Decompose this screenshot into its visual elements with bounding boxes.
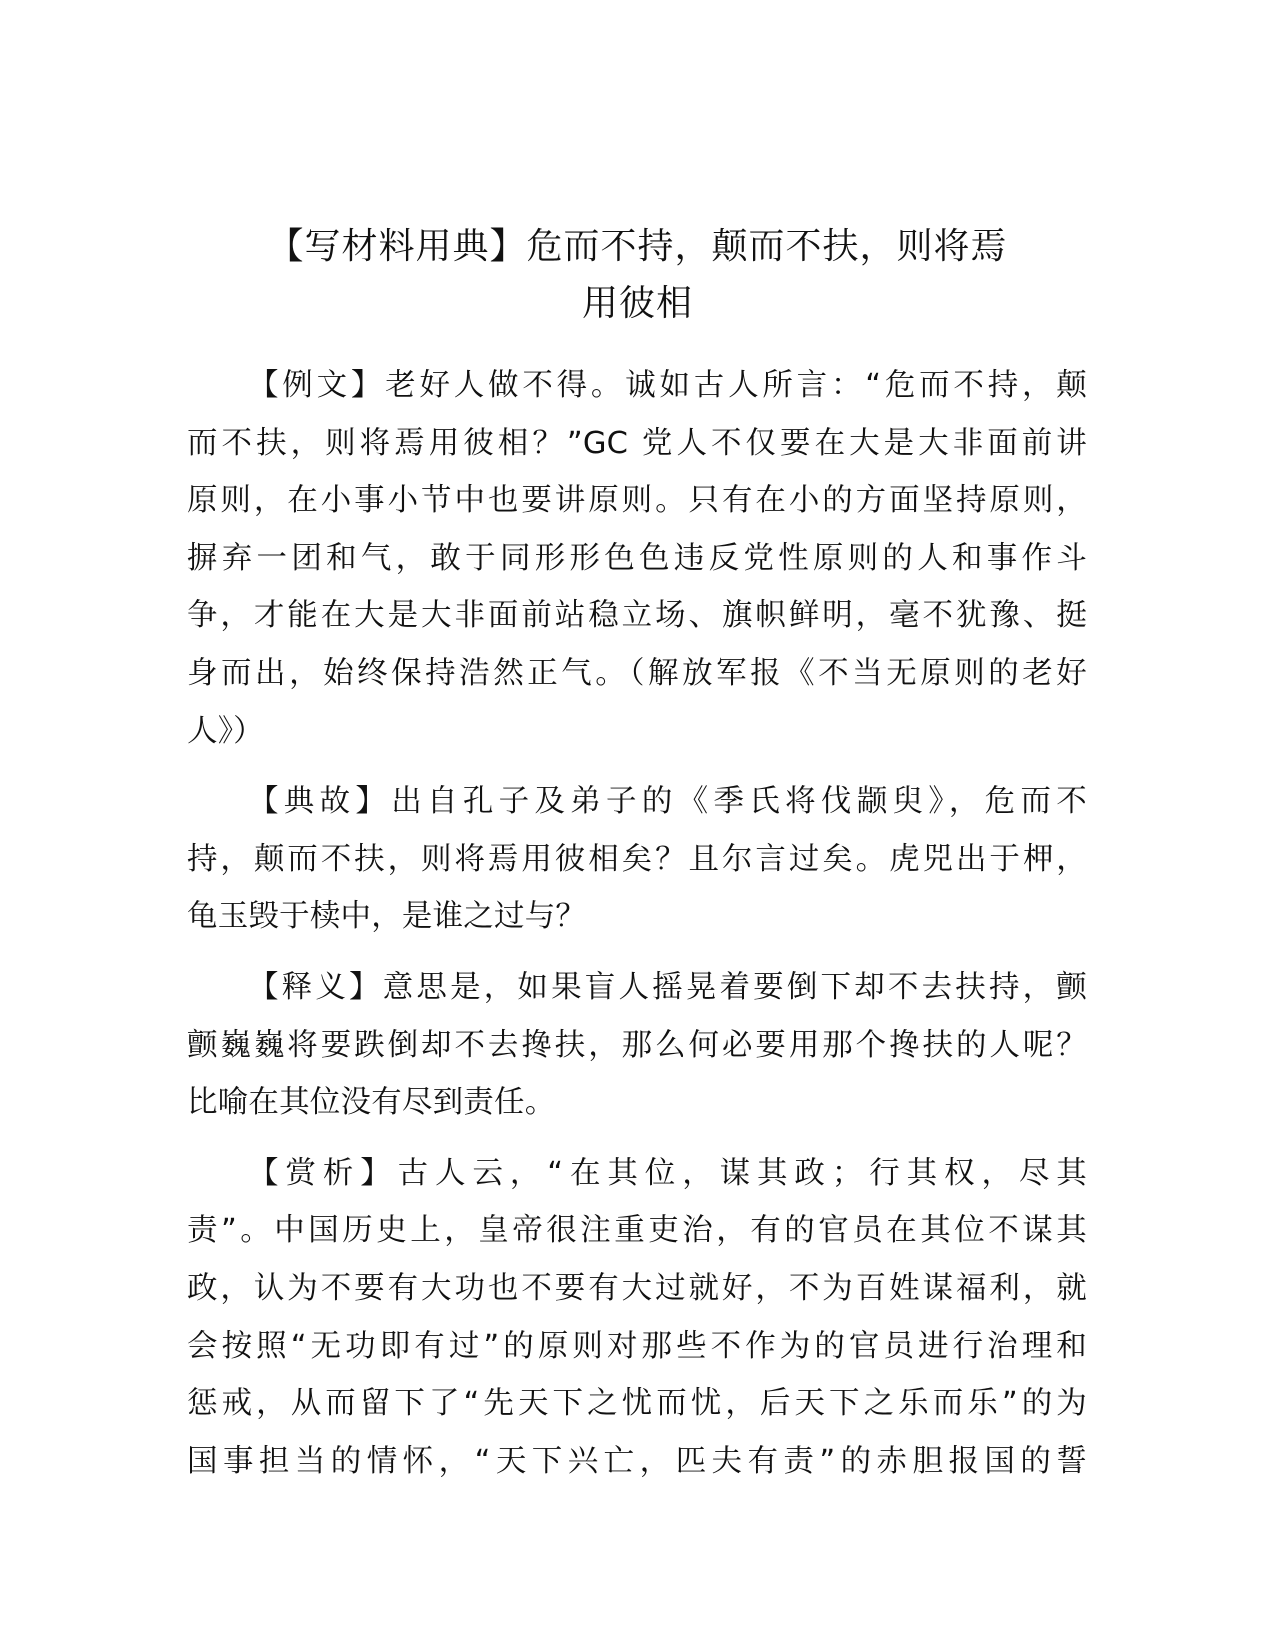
text-line: 国事担当的情怀，“天下兴亡，匹夫有责”的赤胆报国的誓 [187, 1443, 1087, 1479]
text-line: 【例文】老好人做不得。诚如古人所言：“危而不持，颠 [248, 368, 1087, 403]
title-line: 【写材料用典】危而不持，颠而不扶，则将焉 [267, 226, 1008, 267]
paragraph-allusion [187, 773, 1087, 946]
text-line: 责”。中国历史上，皇帝很注重吏治，有的官员在其位不谋其 [187, 1213, 1087, 1249]
text-line: 【典故】出自孔子及弟子的《季氏将伐颛臾》，危而不 [248, 784, 1087, 820]
text-line: 而不扶，则将焉用彼相？”GC 党人不仅要在大是大非面前讲 [187, 425, 1087, 461]
document-title [180, 218, 1095, 332]
document-body [187, 357, 1087, 1503]
text-line: 比喻在其位没有尽到责任。 [187, 1085, 556, 1121]
text-line: 人》） [187, 713, 264, 749]
paragraph-meaning [187, 959, 1087, 1132]
text-line: 争，才能在大是大非面前站稳立场、旗帜鲜明，毫不犹豫、挺 [187, 598, 1087, 634]
paragraph-appreciation [187, 1145, 1087, 1491]
text-line: 【释义】意思是，如果盲人摇晃着要倒下却不去扶持，颤 [248, 969, 1087, 1005]
text-line: 惩戒，从而留下了“先天下之忧而忧，后天下之乐而乐”的为 [187, 1386, 1087, 1422]
text-line: 会按照“无功即有过”的原则对那些不作为的官员进行治理和 [187, 1328, 1087, 1364]
text-line: 龟玉毁于椟中，是谁之过与？ [187, 899, 587, 935]
text-line: 政，认为不要有大功也不要有大过就好，不为百姓谋福利，就 [187, 1270, 1087, 1306]
text-line: 摒弃一团和气，敢于同形形色色违反党性原则的人和事作斗 [187, 540, 1087, 576]
text-line: 颤巍巍将要跌倒却不去搀扶，那么何必要用那个搀扶的人呢？ [187, 1027, 1087, 1063]
title-line: 用彼相 [581, 283, 693, 324]
paragraph-example [187, 357, 1087, 760]
text-line: 持，颠而不扶，则将焉用彼相矣？且尔言过矣。虎兕出于柙， [187, 841, 1087, 877]
text-line: 身而出，始终保持浩然正气。（解放军报《不当无原则的老好 [187, 655, 1087, 691]
text-line: 原则，在小事小节中也要讲原则。只有在小的方面坚持原则， [187, 483, 1087, 519]
text-line: 【赏析】古人云，“在其位，谋其政；行其权，尽其 [248, 1155, 1087, 1191]
